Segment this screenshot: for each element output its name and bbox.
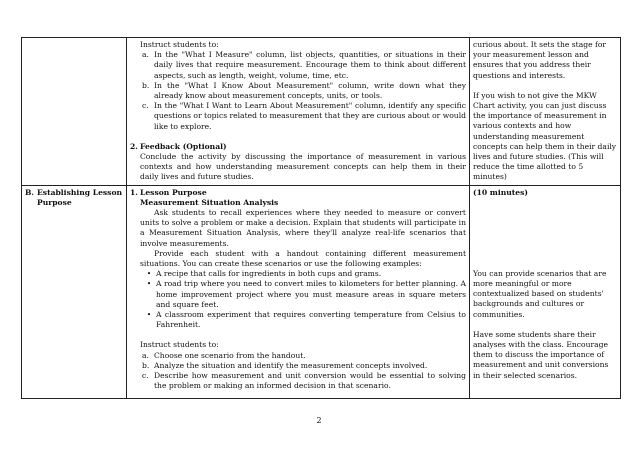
note-text: You can provide scenarios that are more meaningful or more contextualized based on students' backgrounds and cultures or communities. (473, 268, 607, 319)
table-row (22, 38, 621, 186)
step-item: a. Choose one scenario from the handout. (142, 350, 306, 360)
note-text: curious about. It sets the stage for your measurement lesson and ensures that you address their questions and interests. (473, 40, 607, 80)
stage-cell-empty (22, 38, 127, 186)
table-row (22, 185, 621, 398)
instruct-label: Instruct students to: (140, 40, 219, 49)
notes-cell (470, 185, 621, 398)
bullet-item: • A road trip where you need to convert miles to kilometers for better planning. A home improvement project where you must measure areas in square meters and square feet. (130, 279, 466, 310)
notes-cell (470, 38, 621, 186)
time-allotment: (10 minutes) (473, 187, 528, 197)
paragraph: Provide each student with a handout containing different measurement situations. You can create these scenarios or use the following examples: (140, 248, 466, 269)
instruct-label: Instruct students to: (140, 340, 219, 350)
note-text: Have some students share their analyses with the class. Encourage them to discuss the importance of measurement and unit conversions in their selected scenarios. (473, 329, 609, 380)
bullet-item: • A recipe that calls for ingredients in both cups and grams. (130, 269, 466, 279)
lesson-purpose-heading: 1. Lesson Purpose (130, 187, 207, 197)
activity-title: Measurement Situation Analysis (140, 197, 279, 207)
stage-cell (22, 185, 127, 398)
step-item: c. Describe how measurement and unit conversion would be essential to solving the problem or making an informed decision in that scenario. (142, 371, 466, 391)
stage-label: B. Establishing Lesson Purpose (25, 187, 123, 207)
lesson-plan-table (21, 37, 621, 399)
bullet-item: • A classroom experiment that requires converting temperature from Celsius to Fahrenheit. (130, 310, 466, 330)
step-item: c. In the "What I Want to Learn About Measurement" column, identify any specific questions or topics related to measurement that they are curious about or would like to explore. (142, 101, 466, 131)
bullet-icon: • (146, 269, 152, 279)
page-number: 2 (316, 416, 322, 425)
stage-title: Establishing Lesson Purpose (37, 187, 123, 207)
feedback-heading: 2. Feedback (Optional) (130, 141, 227, 151)
bullet-icon: • (146, 279, 152, 289)
step-item: b. In the "What I Know About Measurement" column, write down what they already know about measurement concepts, units, or tools. (142, 80, 466, 101)
feedback-text: Conclude the activity by discussing the importance of measurement in various contexts and how understanding measurement concepts can help them in their daily lives and future studies. (140, 152, 466, 182)
paragraph: Ask students to recall experiences where they needed to measure or convert units to solve a problem or make a decision. Explain that students will participate in a Measurement Situation Analysis, where they'll analyze real-life scenarios that involve measurements. (140, 208, 466, 248)
activity-cell (127, 38, 470, 186)
bullet-icon: • (146, 310, 152, 320)
activity-cell (127, 185, 470, 398)
step-item: b. Analyze the situation and identify the measurement concepts involved. (142, 360, 428, 370)
note-text: If you wish to not give the MKW Chart activity, you can just discuss the importance of measurement in various contexts and how understanding measurement concepts can help them in their daily lives and future studies. (This will reduce the time allotted to 5 minutes) (473, 90, 617, 182)
step-item: a. In the "What I Measure" column, list objects, quantities, or situations in their daily lives that require measurement. Encourage them to think about different aspects, such as length, weight, volume, time, etc. (142, 50, 466, 80)
